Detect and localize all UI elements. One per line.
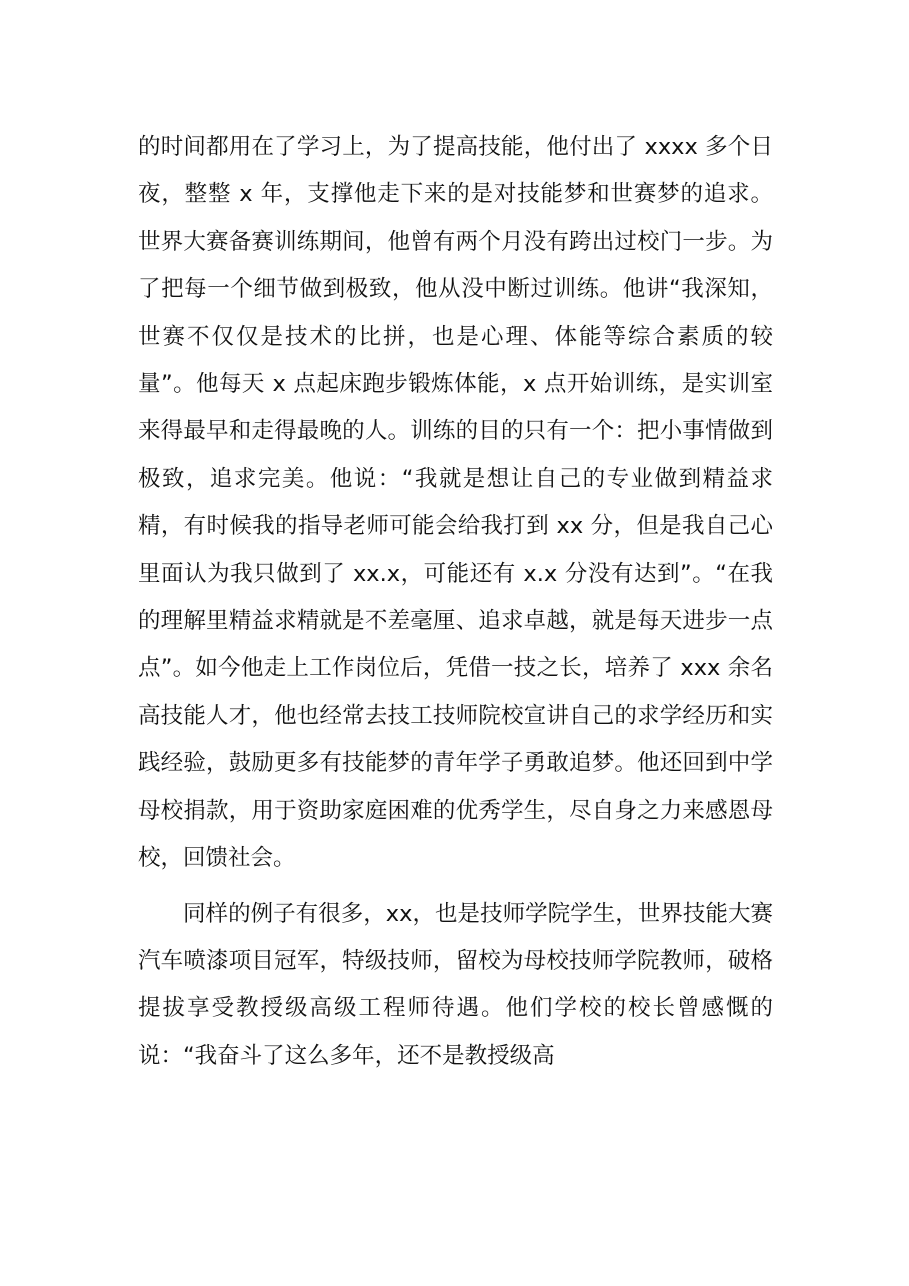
body-paragraph-1: 的时间都用在了学习上，为了提高技能，他付出了 xxxx 多个日夜，整整 x 年，支撑他走下来的是对技能梦和世赛梦的追求。世界大赛备赛训练期间，他曾有两个月没有跨出过校门一步。为了把每一个细节做到极致，他从没中断过训练。他讲“我深知，世赛不仅仅是技术的比拼，也是心理、体能等综合素质的较量”。他每天 x 点起床跑步锻炼体能，x 点开始训练，是实训室来得最早和走得最晚的人。训练的目的只有一个：把小事情做到极致，追求完美。他说：“我就是想让自己的专业做到精益求精，有时候我的指导老师可能会给我打到 xx 分，但是我自己心里面认为我只做到了 xx.x，可能还有 x.x 分没有达到”。“在我的理解里精益求精就是不差毫厘、追求卓越，就是每天进步一点点”。如今他走上工作岗位后，凭借一技之长，培养了 xxx 余名高技能人才，他也经常去技工技师院校宣讲自己的求学经历和实践经验，鼓励更多有技能梦的青年学子勇敢追梦。他还回到中学母校捐款，用于资助家庭困难的优秀学生，尽自身之力来感恩母校，回馈社会。 xyxy=(138,134,773,872)
body-paragraph-2: 同样的例子有很多，xx，也是技师学院学生，世界技能大赛汽车喷漆项目冠军，特级技师，留校为母校技师学院教师，破格提拔享受教授级高级工程师待遇。他们学校的校长曾感慨的说：“我奋斗了这么多年，还不是教授级高 xyxy=(138,900,773,1069)
document-body xyxy=(138,124,773,1080)
